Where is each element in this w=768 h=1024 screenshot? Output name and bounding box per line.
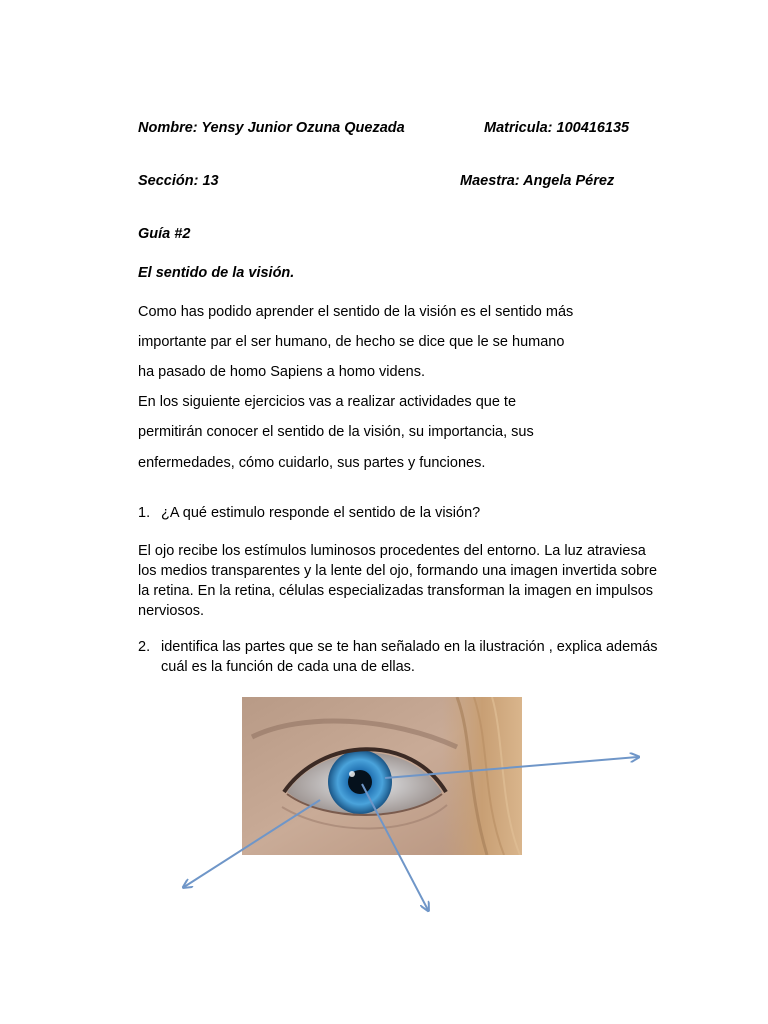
- intro-line: permitirán conocer el sentido de la visión, su importancia, sus: [138, 424, 534, 440]
- intro-line: Como has podido aprender el sentido de la visión es el sentido más: [138, 304, 574, 320]
- document-title: El sentido de la visión.: [138, 265, 295, 281]
- teacher-name: Maestra: Angela Pérez: [460, 173, 615, 189]
- question-text: identifica las partes que se te han señalado en la ilustración , explica además cuál es la función de cada una de ellas.: [161, 639, 658, 675]
- intro-line: enfermedades, cómo cuidarlo, sus partes y funciones.: [138, 455, 486, 471]
- intro-line: importante par el ser humano, de hecho se dice que le se humano: [138, 334, 565, 350]
- question-text: ¿A qué estimulo responde el sentido de la visión?: [161, 505, 481, 521]
- guide-number: Guía #2: [138, 226, 191, 242]
- eye-photo: [242, 697, 522, 855]
- eye-illustration: [242, 697, 522, 855]
- student-id: Matricula: 100416135: [484, 120, 630, 136]
- intro-line: En los siguiente ejercicios vas a realizar actividades que te: [138, 394, 517, 410]
- question-number: 1.: [138, 505, 151, 521]
- intro-line: ha pasado de homo Sapiens a homo videns.: [138, 364, 425, 380]
- student-name: Nombre: Yensy Junior Ozuna Quezada: [138, 120, 405, 136]
- section-number: Sección: 13: [138, 173, 219, 189]
- question-number: 2.: [138, 639, 151, 655]
- answer-1: El ojo recibe los estímulos luminosos procedentes del entorno. La luz atraviesa los medios transparentes y la lente del ojo, formando una imagen invertida sobre la retina. En la retina, células especializadas transforman la imagen en impulsos nerviosos.: [138, 543, 658, 619]
